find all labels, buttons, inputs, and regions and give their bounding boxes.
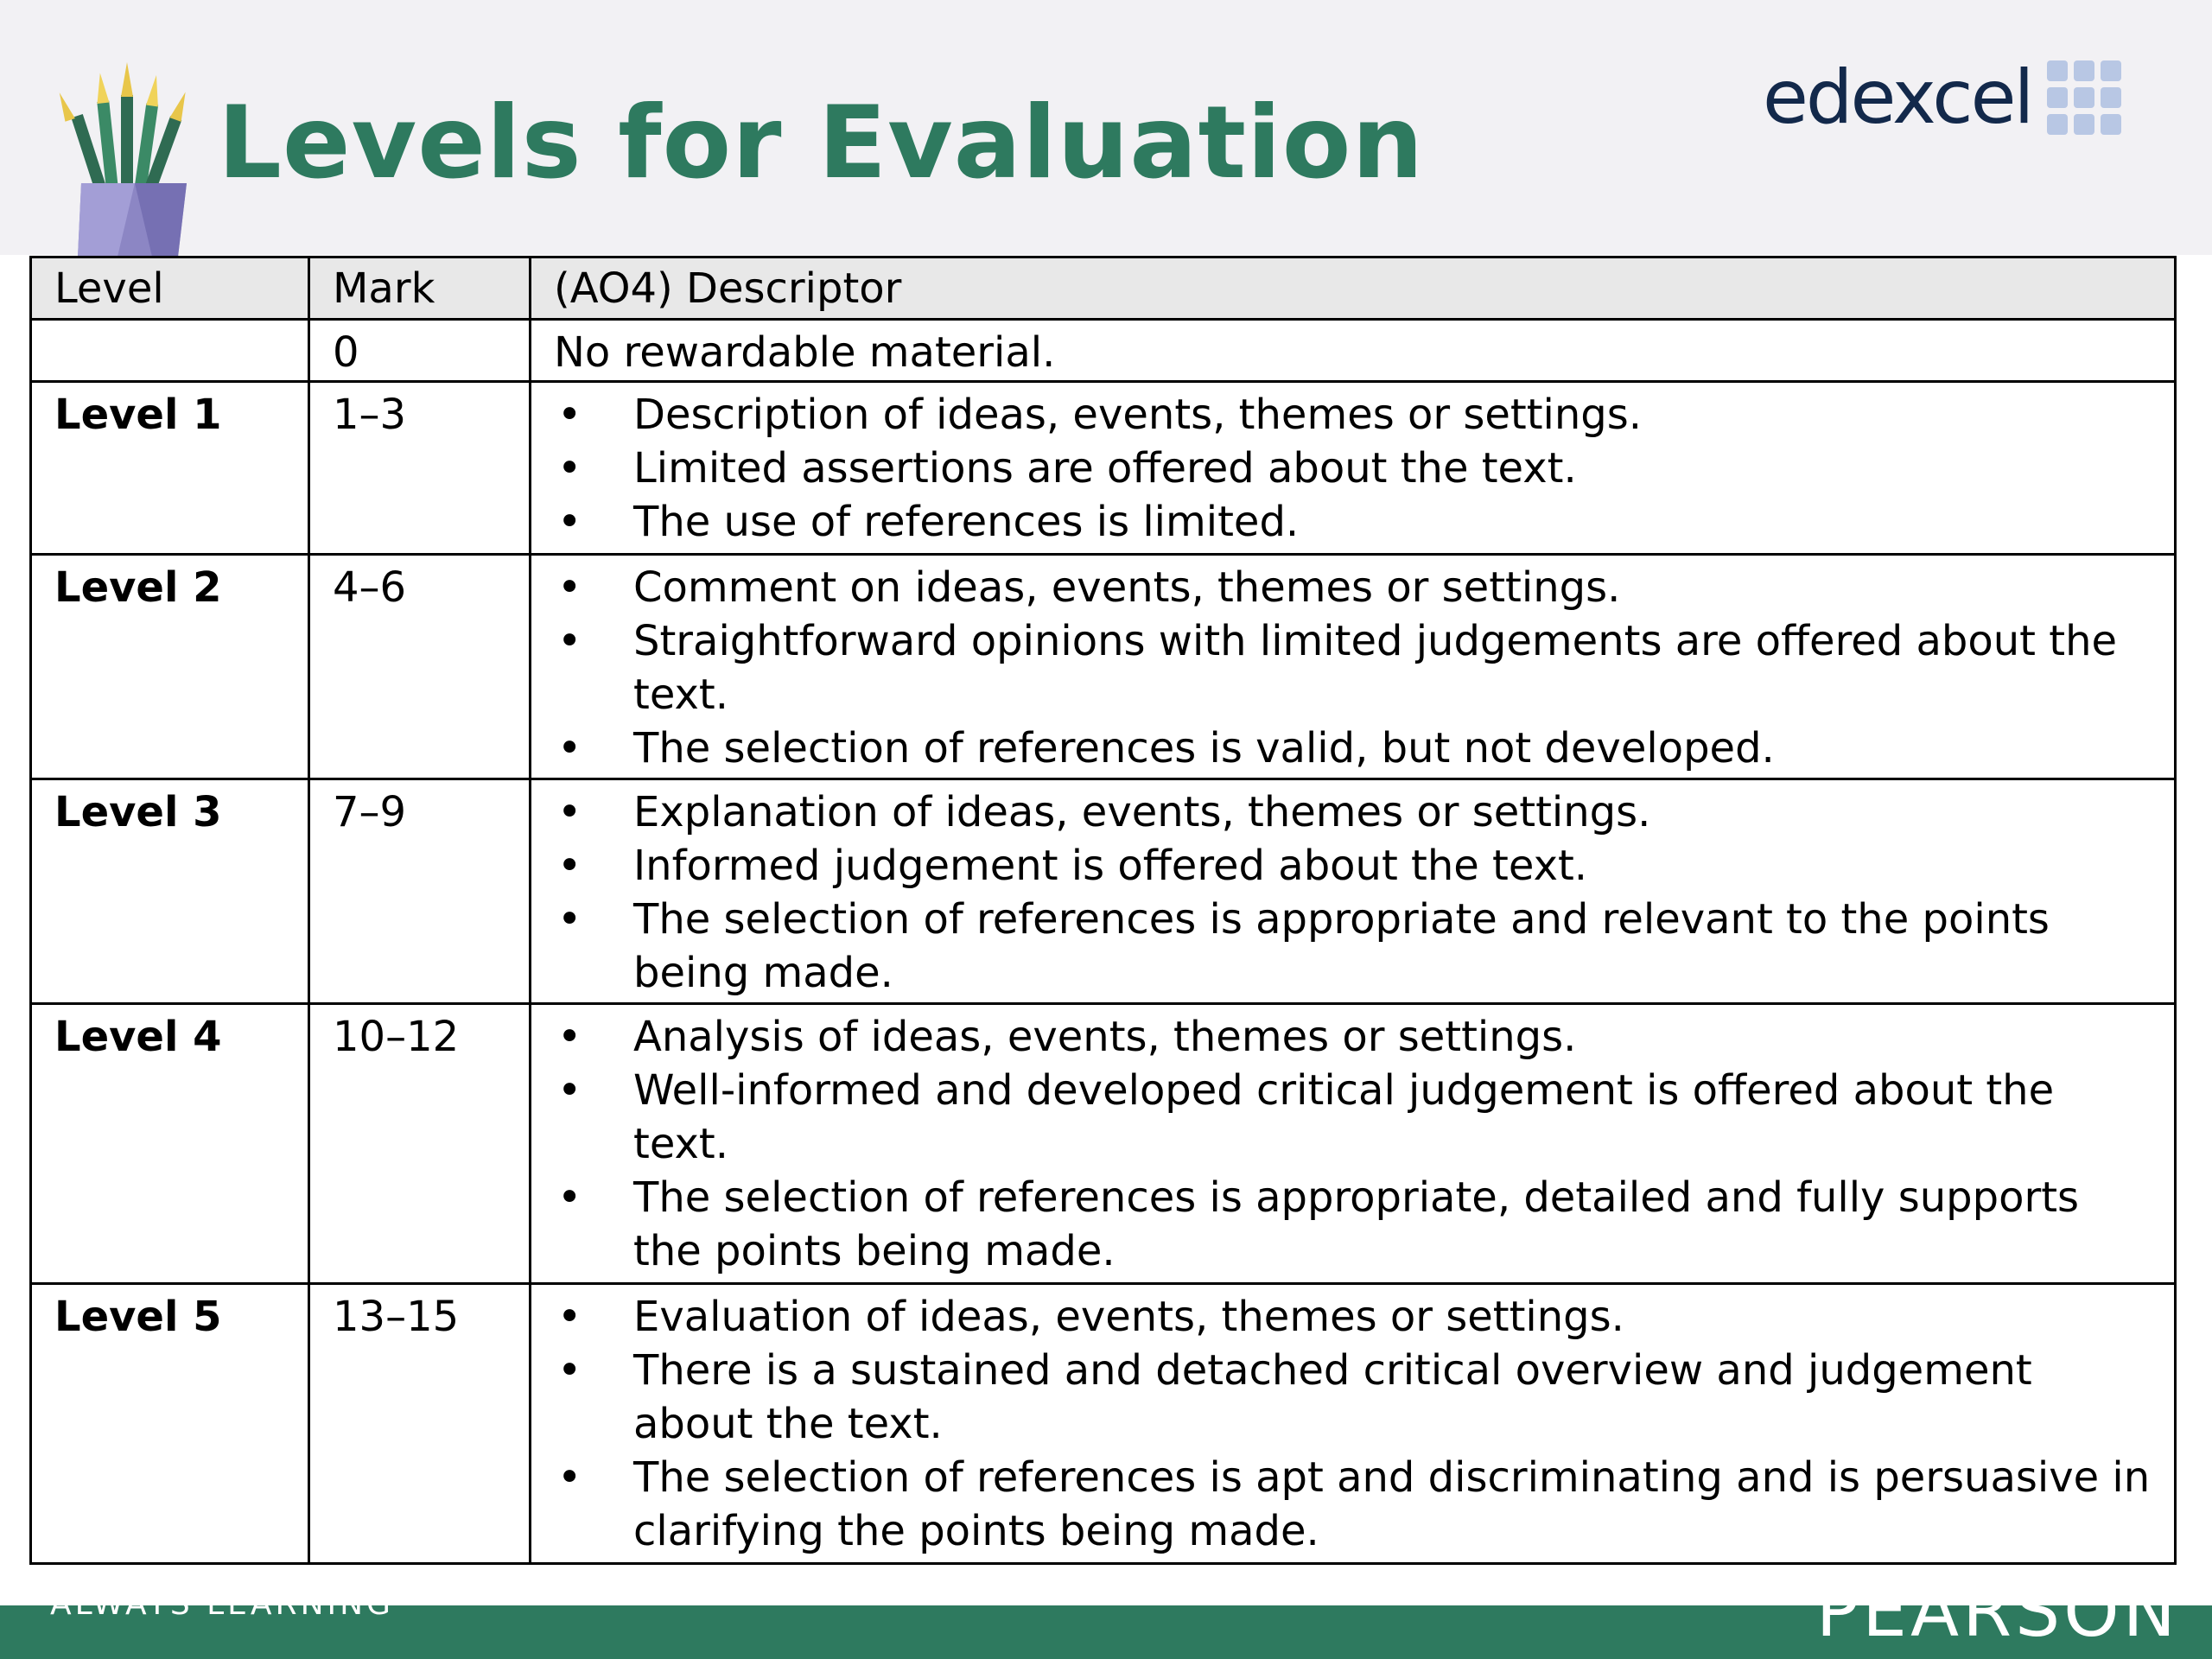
table-row	[31, 555, 2176, 779]
list-item: • The selection of references is appropriate, detailed and fully supports the points being made.	[554, 1171, 2152, 1278]
list-item: • Informed judgement is offered about the text.	[554, 839, 2152, 893]
list-item: • Evaluation of ideas, events, themes or settings.	[554, 1290, 2152, 1344]
level-cell: Level 5	[31, 1284, 309, 1564]
mark-cell: 10–12	[309, 1004, 531, 1284]
level-cell	[31, 320, 309, 382]
descriptor-cell	[531, 779, 2176, 1004]
descriptor-list	[554, 388, 2152, 549]
table-row	[31, 382, 2176, 555]
mark-cell: 1–3	[309, 382, 531, 555]
slide-title: Levels for Evaluation	[218, 85, 1425, 201]
column-header-mark: Mark	[309, 257, 531, 320]
descriptor-list	[554, 1010, 2152, 1278]
descriptor-cell: No rewardable material.	[531, 320, 2176, 382]
mark-cell: 13–15	[309, 1284, 531, 1564]
descriptor-list	[554, 785, 2152, 1000]
list-item: • The selection of references is apt and discriminating and is persuasive in clarifying the points being made.	[554, 1451, 2152, 1558]
slide-footer	[0, 1571, 2212, 1659]
descriptor-cell	[531, 1004, 2176, 1284]
level-cell: Level 4	[31, 1004, 309, 1284]
mark-cell: 0	[309, 320, 531, 382]
list-item: • Limited assertions are offered about the text.	[554, 442, 2152, 495]
list-item: • There is a sustained and detached critical overview and judgement about the text.	[554, 1344, 2152, 1451]
pearson-logo: PEARSON	[1815, 1571, 2179, 1653]
slide-header	[0, 0, 2212, 255]
table-header-row	[31, 257, 2176, 320]
descriptor-cell	[531, 382, 2176, 555]
column-header-descriptor: (AO4) Descriptor	[531, 257, 2176, 320]
list-item: • Explanation of ideas, events, themes or settings.	[554, 785, 2152, 839]
list-item: • The use of references is limited.	[554, 495, 2152, 549]
levels-table	[29, 256, 2177, 1565]
grid-dots-icon	[2047, 60, 2121, 135]
list-item: • Straightforward opinions with limited judgements are offered about the text.	[554, 614, 2152, 721]
level-cell: Level 1	[31, 382, 309, 555]
edexcel-logo	[1763, 50, 2121, 145]
level-cell: Level 3	[31, 779, 309, 1004]
table-row	[31, 779, 2176, 1004]
levels-table-container	[29, 256, 2174, 1564]
brand-wordmark: edexcel	[1763, 54, 2032, 141]
table-row	[31, 320, 2176, 382]
list-item: • Analysis of ideas, events, themes or settings.	[554, 1010, 2152, 1064]
table-row	[31, 1284, 2176, 1564]
descriptor-list	[554, 561, 2152, 775]
list-item: • Comment on ideas, events, themes or settings.	[554, 561, 2152, 614]
list-item: • The selection of references is valid, but not developed.	[554, 721, 2152, 775]
descriptor-cell	[531, 1284, 2176, 1564]
descriptor-cell	[531, 555, 2176, 779]
level-cell: Level 2	[31, 555, 309, 779]
list-item: • Well-informed and developed critical judgement is offered about the text.	[554, 1064, 2152, 1171]
column-header-level: Level	[31, 257, 309, 320]
descriptor-list	[554, 1290, 2152, 1558]
table-row	[31, 1004, 2176, 1284]
footer-tagline: ALWAYS LEARNING	[50, 1586, 394, 1622]
list-item: • The selection of references is appropriate and relevant to the points being made.	[554, 893, 2152, 1000]
mark-cell: 4–6	[309, 555, 531, 779]
mark-cell: 7–9	[309, 779, 531, 1004]
pencil-pot-icon	[57, 54, 204, 257]
list-item: • Description of ideas, events, themes or settings.	[554, 388, 2152, 442]
